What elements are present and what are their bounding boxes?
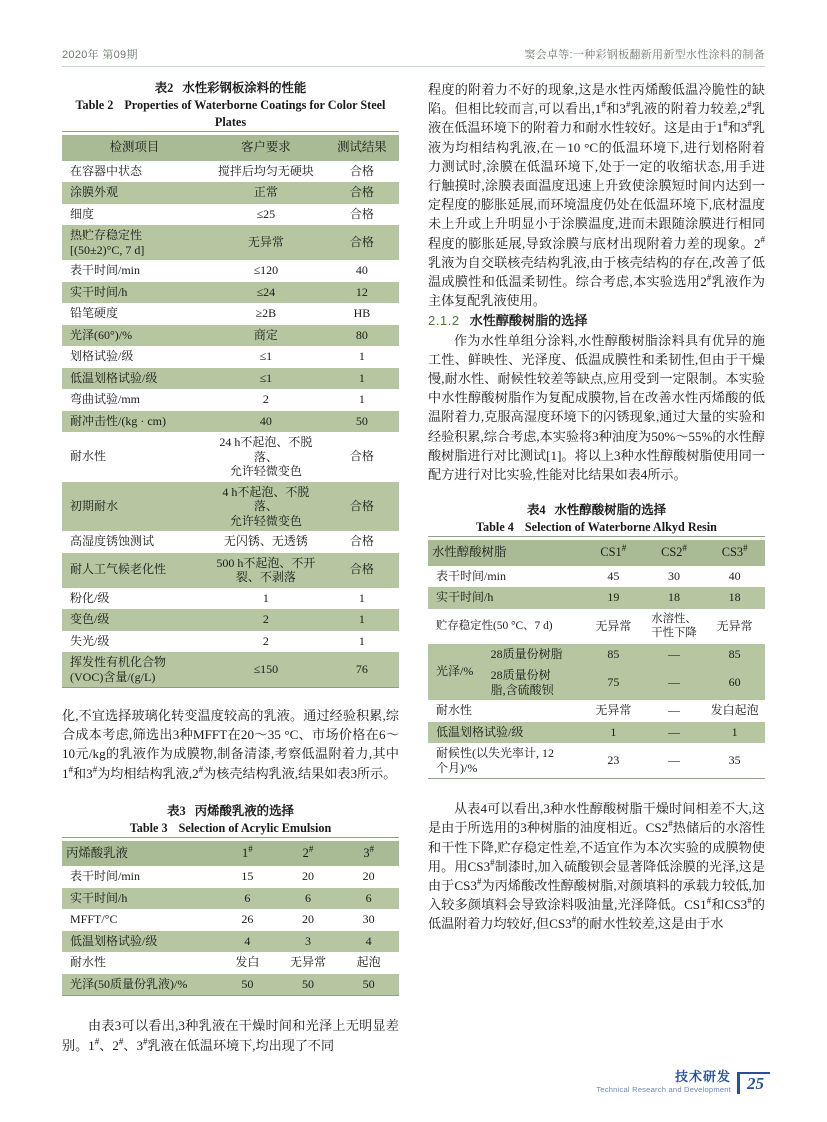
table2-col-2: 测试结果 <box>325 135 399 161</box>
table-row <box>62 931 399 953</box>
cell-v3: 50 <box>338 974 399 996</box>
cell-v3: 起泡 <box>356 955 381 970</box>
cell-req: 2 <box>262 392 269 406</box>
table4-col-3: CS3# <box>704 540 765 566</box>
table-row <box>428 609 765 644</box>
table-row <box>62 325 399 347</box>
table2-caption-en: Properties of Waterborne Coatings for Color Steel Plates <box>124 98 386 129</box>
cell-item: 光泽(50质量份乳液)/% <box>62 974 217 996</box>
table-row <box>62 652 399 687</box>
cell-v1: 85 <box>583 644 644 666</box>
cell-req: ≤25 <box>256 206 276 221</box>
right-paragraph-3: 从表4可以看出,3种水性醇酸树脂干燥时间相差不大,这是由于所选用的3种树脂的油度相近。CS2#热储后的水溶性和干性下降,贮存稳定性差,不适宜作为本次实验的成膜物使用。用CS3#制漆时,加入硫酸钡会显著降低涂膜的光泽,这是由于CS3#为丙烯酸改性醇酸树脂,对颜填料的承载力较低,加入较多颜填料会导致涂料吸油量,光泽降低。CS1#和CS3#的低温附着力均较好,但CS3#的耐水性较差,这是由于水 <box>428 801 766 932</box>
cell-item: 低温划格试验/级 <box>428 722 583 744</box>
cell-item: 失光/级 <box>70 633 110 648</box>
cell-item: 实干时间/h <box>62 282 207 304</box>
cell-v1: 19 <box>583 587 644 609</box>
cell-res: 合格 <box>349 206 374 221</box>
cell-req: ≤1 <box>207 368 325 390</box>
cell-v3: 6 <box>338 888 399 910</box>
cell-res: 1 <box>358 590 365 605</box>
table2-caption-cn-num: 表2 <box>154 81 174 95</box>
running-head <box>62 46 765 62</box>
cell-item: 实干时间/h <box>62 888 217 910</box>
table-row <box>62 588 399 610</box>
cell-res: 合格 <box>325 182 399 204</box>
cell-item: 表干时间/min <box>436 568 507 583</box>
table4-caption-en-num: Table 4 <box>476 520 514 535</box>
table4-col-2: CS2# <box>644 540 705 566</box>
table4-caption-cn: 水性醇酸树脂的选择 <box>554 503 667 518</box>
cell-v2: — <box>668 753 680 768</box>
table3-caption-en: Selection of Acrylic Emulsion <box>178 820 332 835</box>
cell-item: 初期耐水 <box>62 482 207 532</box>
cell-v1: 15 <box>241 869 254 884</box>
cell-req: 无异常 <box>207 225 325 260</box>
table4 <box>428 540 765 778</box>
table-row <box>428 722 765 744</box>
table2-block <box>62 80 399 688</box>
table4-bottom-rule <box>428 778 765 779</box>
cell-v2: — <box>644 665 705 700</box>
table2-bottom-rule <box>62 687 399 688</box>
table3 <box>62 841 399 996</box>
cell-v2: 6 <box>278 888 339 910</box>
table-row <box>62 974 399 996</box>
cell-item: 耐水性 <box>70 449 107 463</box>
table3-header-row <box>62 841 399 867</box>
footer-section-cn: 技术研发 <box>674 1069 731 1085</box>
cell-res: 50 <box>325 411 399 433</box>
cell-v1: 无异常 <box>595 618 632 633</box>
cell-item: 实干时间/h <box>428 587 583 609</box>
left-paragraph-1: 化,不宜选择玻璃化转变温度较高的乳液。通过经验积累,综合成本考虑,筛选出3种MFFT在20～35 °C、市场价格在6～10元/kg的乳液作为成膜物,制备清漆,考察低温附着力,其中1#和3#为均相结构乳液,2#为核壳结构乳液,结果如表3所示。 <box>62 708 399 781</box>
table4-top-rule <box>428 536 765 537</box>
two-column-body <box>62 80 766 1053</box>
cell-req: 40 <box>207 411 325 433</box>
cell-res: 1 <box>325 609 399 631</box>
cell-v2: — <box>644 722 705 744</box>
table2-caption <box>62 80 399 131</box>
cell-item: 表干时间/min <box>70 869 141 884</box>
cell-v3: 无异常 <box>716 618 753 633</box>
table4-caption-en: Selection of Waterborne Alkyd Resin <box>524 520 717 535</box>
cell-v2: 20 <box>302 869 314 884</box>
table-row <box>62 609 399 631</box>
cell-req: 商定 <box>207 325 325 347</box>
table4-header-row <box>428 540 765 566</box>
cell-res: 1 <box>325 368 399 390</box>
table4-col-0: 水性醇酸树脂 <box>428 540 583 566</box>
cell-item: 挥发性有机化合物 (VOC)含量/(g/L) <box>62 652 207 687</box>
table-row <box>62 303 399 325</box>
table3-caption-cn: 丙烯酸乳液的选择 <box>194 803 294 818</box>
table2-header-row <box>62 135 399 161</box>
cell-v1: 23 <box>607 753 620 768</box>
cell-req: ≤24 <box>207 282 325 304</box>
table3-top-rule <box>62 837 399 838</box>
cell-item: 光泽(60°)/% <box>62 325 207 347</box>
section-heading-2-1-2 <box>428 311 765 330</box>
cell-v2: — <box>668 703 680 718</box>
cell-v2: 30 <box>668 568 680 583</box>
table-row <box>62 368 399 390</box>
cell-v1: 无异常 <box>595 703 632 718</box>
cell-item: 贮存稳定性(50 °C、7 d) <box>436 619 553 632</box>
cell-req: 搅拌后均匀无硬块 <box>217 163 314 178</box>
cell-v3: 40 <box>728 568 741 583</box>
table2-body <box>62 135 399 687</box>
cell-req: ≤120 <box>253 263 279 277</box>
table-row <box>62 866 399 888</box>
section-number: 2.1.2 <box>428 313 460 329</box>
cell-req: 500 h不起泡、不开 裂、不剥落 <box>207 553 325 588</box>
cell-item: 涂膜外观 <box>62 182 207 204</box>
cell-res: 12 <box>325 282 399 304</box>
table3-caption-cn-num: 表3 <box>167 803 186 818</box>
cell-subitem: 28质量份树脂 <box>489 644 583 666</box>
table2-top-rule <box>62 131 399 132</box>
table3-body <box>62 841 399 996</box>
cell-item: 划格试验/级 <box>70 349 134 363</box>
table4-caption-cn-num: 表4 <box>526 503 546 518</box>
cell-req: ≤150 <box>207 652 325 687</box>
cell-v2: 50 <box>278 974 339 996</box>
cell-req: 正常 <box>207 182 325 204</box>
table-row <box>428 700 765 722</box>
cell-v3: 18 <box>704 587 765 609</box>
table3-caption-en-num: Table 3 <box>129 820 168 835</box>
table-row-gloss-1 <box>428 644 765 666</box>
cell-res: 合格 <box>325 225 399 260</box>
cell-res: 1 <box>358 349 365 363</box>
table2-caption-en-num: Table 2 <box>75 98 114 112</box>
cell-res: 1 <box>358 392 365 406</box>
table4-block <box>428 502 765 779</box>
cell-item: 粉化/级 <box>70 590 110 605</box>
table-row <box>62 909 399 931</box>
table4-col-1: CS1# <box>583 540 644 566</box>
table3-caption <box>62 803 399 837</box>
table-row <box>62 282 399 304</box>
cell-req: ≤1 <box>259 349 273 363</box>
table-row <box>62 204 399 226</box>
table2-col-1: 客户要求 <box>207 135 325 161</box>
cell-item: 高湿度锈蚀测试 <box>70 534 155 548</box>
table3-col-3: 3# <box>338 841 399 867</box>
page-number: 25 <box>737 1072 770 1094</box>
cell-v3: 4 <box>338 931 399 953</box>
cell-item: 耐冲击性/(kg · cm) <box>62 411 207 433</box>
table-row <box>62 482 399 532</box>
cell-req: 2 <box>207 609 325 631</box>
cell-v3: 发白起泡 <box>710 703 759 718</box>
cell-subitem: 28质量份树 脂,含硫酸钡 <box>489 665 583 700</box>
cell-v2: 20 <box>302 912 314 927</box>
cell-res: 合格 <box>349 449 374 463</box>
cell-item: 变色/级 <box>62 609 207 631</box>
cell-v1: 1 <box>583 722 644 744</box>
cell-item: 耐水性 <box>70 955 107 970</box>
cell-res: 80 <box>325 325 399 347</box>
table-row <box>62 888 399 910</box>
table-row <box>62 531 399 553</box>
cell-v3: 35 <box>728 753 741 768</box>
cell-res: 合格 <box>325 482 399 532</box>
cell-res: 合格 <box>349 163 374 178</box>
cell-v1: 发白 <box>235 955 260 970</box>
cell-res: HB <box>353 306 371 320</box>
cell-v2: 水溶性、 干性下降 <box>651 612 697 640</box>
cell-v3: 1 <box>704 722 765 744</box>
right-paragraph-2: 作为水性单组分涂料,水性醇酸树脂涂料具有优异的施工性、鲜映性、光泽度、低温成膜性和柔韧性,但由于干燥慢,耐水性、耐候性较差等缺点,应用受到一定限制。本实验中水性醇酸树脂作为复配成膜物,旨在改善水性丙烯酸的低温附着力,克服高湿度环境下的闪锈现象,通过大量的实验和经验积累,综合考虑,本实验将3种油度为50%～55%的水性醇酸树脂进行对比测试[1]。将以上3种水性醇酸树脂使用同一配方进行对比实验,性能对比结果如表4所示。 <box>428 332 765 483</box>
footer-section-text <box>596 1070 731 1094</box>
cell-item: 表干时间/min <box>70 263 141 277</box>
header-divider <box>62 66 765 67</box>
table-row <box>62 346 399 368</box>
cell-req: 无闪锈、无透锈 <box>223 534 308 548</box>
table-row <box>62 182 399 204</box>
table3-bottom-rule <box>62 995 399 996</box>
table-row <box>428 587 765 609</box>
cell-v1: 50 <box>217 974 278 996</box>
table-row <box>62 553 399 588</box>
cell-v1: 45 <box>607 568 620 583</box>
cell-item: 低温划格试验/级 <box>62 931 217 953</box>
cell-item: 热贮存稳定性 [(50±2)°C, 7 d] <box>62 225 207 260</box>
cell-res: 合格 <box>349 534 374 548</box>
table-row <box>428 566 765 588</box>
cell-req: 24 h不起泡、不脱落、 允许轻微变色 <box>219 435 313 478</box>
cell-v1: 26 <box>241 912 254 927</box>
right-column <box>428 80 765 934</box>
cell-req: 4 h不起泡、不脱落、 允许轻微变色 <box>207 482 325 532</box>
cell-res: 合格 <box>325 553 399 588</box>
table3-col-1: 1# <box>217 841 278 867</box>
cell-v1: 75 <box>583 665 644 700</box>
cell-req: 2 <box>262 633 269 648</box>
cell-v2: — <box>644 644 705 666</box>
table-row <box>62 389 399 411</box>
footer-section-en: Technical Research and Development <box>596 1085 731 1095</box>
left-paragraph-2: 由表3可以看出,3种乳液在干燥时间和光泽上无明显差别。1#、2#、3#乳液在低温环境下,均出现了不同 <box>62 1018 399 1053</box>
table-row <box>428 743 765 778</box>
table4-body <box>428 540 765 778</box>
right-paragraph-1: 程度的附着力不好的现象,这是水性丙烯酸低温冷脆性的缺陷。但相比较而言,可以看出,1#和3#乳液的附着力较差,2#乳液在低温环境下的附着力和耐水性较好。这是由于1#和3#乳液为均相结构乳液,在－10 °C的低温环境下,进行划格附着力测试时,涂膜在低温环境下,处于一定的收缩状态,用手进行触摸时,涂膜表面温度迅速上升致使涂膜短时间内达到一定程度的膨胀延展,而环境温度仍处在低温环境下,底材温度未上升或上升明显小于涂膜温度,进而未跟随涂膜进行相同程度的膨胀延展,导致涂膜与底材出现附着力差的现象。2#乳液为自交联核壳结构乳液,由于核壳结构的存在,改善了低温成膜性和低温柔韧性。综合考虑,本实验选用2#乳液作为主体复配乳液使用。 <box>428 82 766 309</box>
table2-caption-cn: 水性彩钢板涂料的性能 <box>182 81 307 95</box>
table2 <box>62 135 399 687</box>
cell-item: 在容器中状态 <box>70 163 143 178</box>
table-row <box>62 432 399 482</box>
article-reference: 窦会卓等:一种彩钢板翻新用新型水性涂料的制备 <box>524 49 765 61</box>
cell-item: 耐人工气候老化性 <box>62 553 207 588</box>
table-row <box>62 225 399 260</box>
cell-item: 耐水性 <box>436 703 473 718</box>
cell-v3: 30 <box>362 912 375 927</box>
cell-req: 1 <box>262 590 269 605</box>
left-column <box>62 80 399 1055</box>
cell-v3: 20 <box>362 869 375 884</box>
table-row <box>62 411 399 433</box>
cell-item: 铅笔硬度 <box>70 306 119 320</box>
cell-item: 弯曲试验/mm <box>70 392 141 406</box>
cell-item: 细度 <box>70 206 95 221</box>
cell-v1: 4 <box>217 931 278 953</box>
cell-item: 耐候性(以失光率计, 12 个月)/% <box>436 746 554 775</box>
cell-req: ≥2B <box>255 306 277 320</box>
cell-v2: 18 <box>644 587 705 609</box>
table-row <box>62 260 399 282</box>
page-footer <box>596 1070 770 1094</box>
table-row <box>62 952 399 974</box>
table4-caption <box>428 502 765 536</box>
table-row <box>62 631 399 653</box>
cell-v1: 6 <box>217 888 278 910</box>
table3-col-2: 2# <box>278 841 339 867</box>
cell-res: 40 <box>355 263 368 277</box>
section-title: 水性醇酸树脂的选择 <box>469 313 588 329</box>
cell-res: 1 <box>358 633 365 648</box>
cell-v3: 85 <box>704 644 765 666</box>
issue-label: 2020年 第09期 <box>62 49 138 61</box>
table-row <box>62 161 399 183</box>
cell-v3: 60 <box>704 665 765 700</box>
table3-col-0: 丙烯酸乳液 <box>62 841 217 867</box>
table3-block <box>62 803 399 997</box>
table2-col-0: 检测项目 <box>62 135 207 161</box>
cell-v2: 3 <box>278 931 339 953</box>
cell-item: MFFT/°C <box>70 912 118 927</box>
cell-v2: 无异常 <box>289 955 326 970</box>
cell-res: 76 <box>325 652 399 687</box>
gloss-group-label: 光泽/% <box>428 644 489 701</box>
cell-item: 低温划格试验/级 <box>62 368 207 390</box>
